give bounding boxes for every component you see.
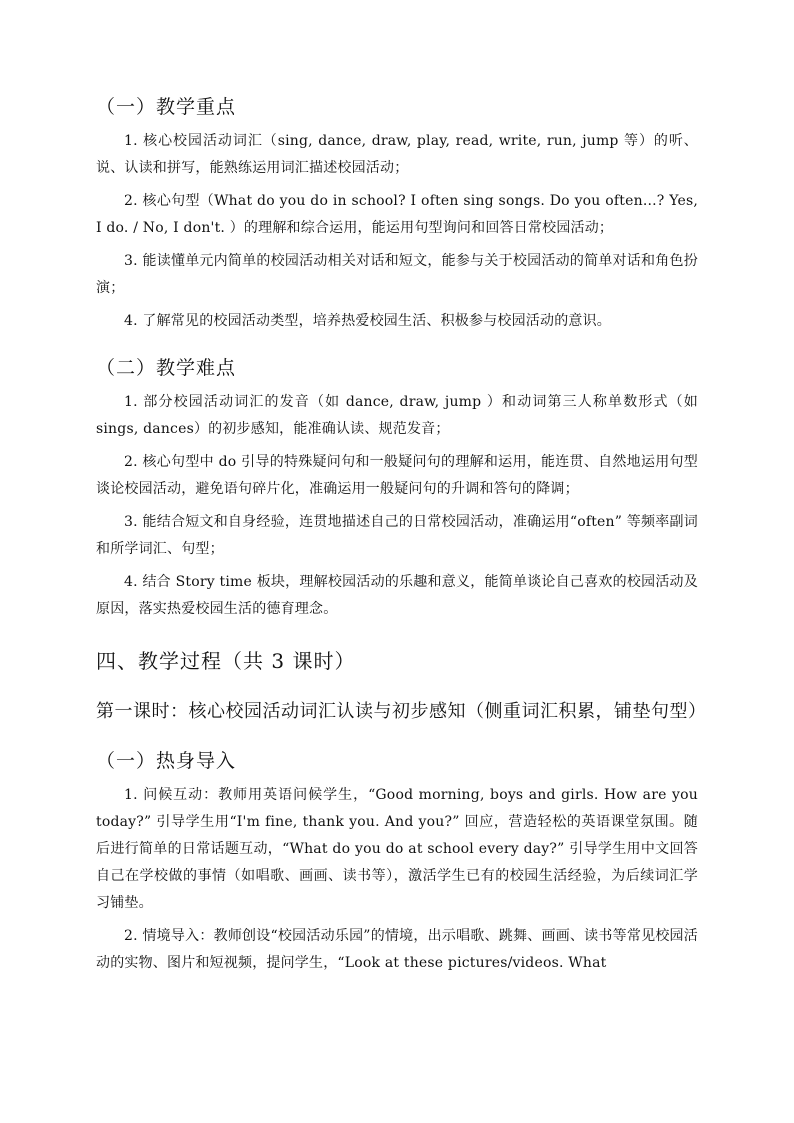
difficult-point-item: 3. 能结合短文和自身经验，连贯地描述自己的日常校园活动，准确运用“often” 等频率副词和所学词汇、句型； xyxy=(96,514,698,557)
difficult-point-item: 4. 结合 Story time 板块，理解校园活动的乐趣和意义，能简单谈论自己喜欢的校园活动及原因，落实热爱校园生活的德育理念。 xyxy=(96,574,698,617)
warmup-item: 1. 问候互动：教师用英语问候学生，“Good morning, boys and girls. How are you today?” 引导学生用“I'm fine, thank you. And you?” 回应，营造轻松的英语课堂氛围。随后进行简单的日常话题互动，“What do you do at school every day?” 引导学生用中文回答自己在学校做的事情（如唱歌、画画、读书等），激活学生已有的校园生活经验，为后续词汇学习铺垫。 xyxy=(96,787,698,911)
key-point-item: 4. 了解常见的校园活动类型，培养热爱校园生活、积极参与校园活动的意识。 xyxy=(124,313,612,329)
section-heading-key-points: （一）教学重点 xyxy=(96,96,237,118)
difficult-point-item: 1. 部分校园活动词汇的发音（如 dance, draw, jump ）和动词第三人称单数形式（如 sings, dances）的初步感知，能准确认读、规范发音； xyxy=(96,394,698,437)
section-heading-teaching-process: 四、教学过程（共 3 课时） xyxy=(96,649,356,673)
warmup-item: 2. 情境导入：教师创设“校园活动乐园”的情境，出示唱歌、跳舞、画画、读书等常见校园活动的实物、图片和短视频，提问学生，“Look at these pictures/videos. What xyxy=(96,928,698,971)
key-point-item: 3. 能读懂单元内简单的校园活动相关对话和短文，能参与关于校园活动的简单对话和角色扮演； xyxy=(96,253,698,296)
section-heading-difficult-points: （二）教学难点 xyxy=(96,357,237,379)
section-heading-warmup: （一）热身导入 xyxy=(96,750,237,772)
key-point-item: 2. 核心句型（What do you do in school? I often sing songs. Do you often...? Yes, I do. / No, I don't. ）的理解和综合运用，能运用句型询问和回答日常校园活动； xyxy=(96,193,698,236)
difficult-point-item: 2. 核心句型中 do 引导的特殊疑问句和一般疑问句的理解和运用，能连贯、自然地运用句型谈论校园活动，避免语句碎片化，准确运用一般疑问句的升调和答句的降调； xyxy=(96,454,698,497)
document-content xyxy=(96,92,707,977)
key-point-item: 1. 核心校园活动词汇（sing, dance, draw, play, read, write, run, jump 等）的听、说、认读和拼写，能熟练运用词汇描述校园活动； xyxy=(96,133,698,176)
lesson-title: 第一课时：核心校园活动词汇认读与初步感知（侧重词汇积累，铺垫句型） xyxy=(96,701,707,722)
